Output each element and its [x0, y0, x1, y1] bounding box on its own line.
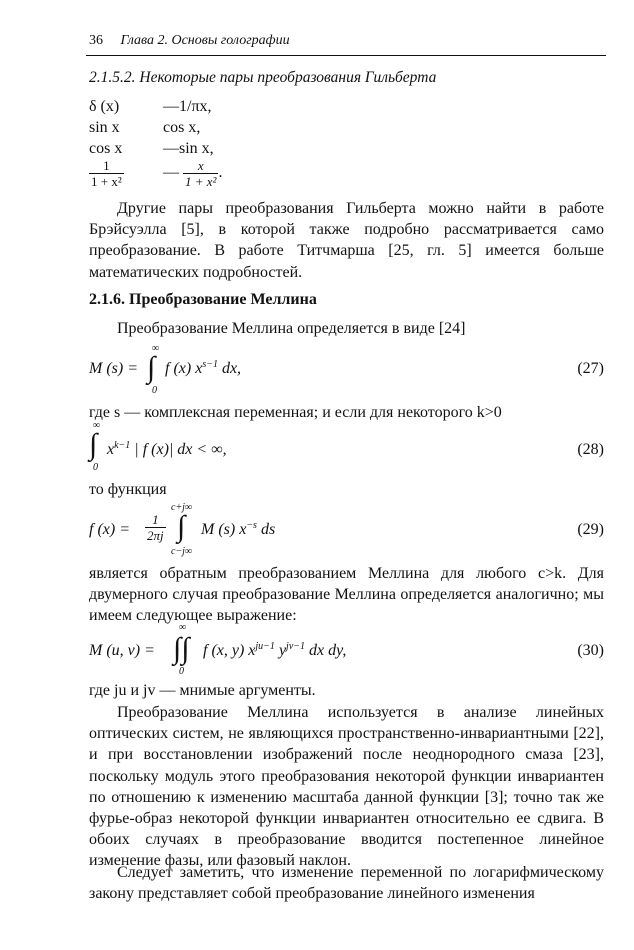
header-rule: [86, 55, 606, 56]
eq30-integral-sign: ∫∫: [173, 632, 190, 665]
equation-27: [89, 343, 604, 403]
pair-4-f: [89, 158, 124, 189]
equation-28: [89, 420, 604, 480]
eq29-integrand: M (s) x: [201, 521, 247, 538]
pair-2-g: cos x,: [163, 119, 201, 136]
eq27-upper: ∞: [152, 343, 160, 354]
paragraph-mellin-usage: Преобразование Меллина используется в анализе линейных оптических систем, не являющихся пространственно-инвариантными [22], и при восстановлении изображений после неоднородного смаза [23], поскольку модуль этого преобразования некоторой функции инвариантен по отношению к изменению масштаба данной функции [3]; точно так же фурье-образ некоторой функции инвариантен относительно ее сдвига. В обоих случаях в преобразование вводится постепенное линейное изменение фазы, или фазовый наклон.: [89, 704, 604, 870]
eq29-upper: c+j∞: [171, 502, 193, 513]
eq30-tail: dx dy,: [309, 642, 347, 659]
paragraph-inverse: является обратным преобразованием Меллина для любого c>k. Для двумерного случая преобразование Меллина определяется аналогично; мы имеем следующее выражение:: [89, 565, 604, 625]
eq29-number: (29): [577, 521, 604, 538]
eq27-number: (27): [577, 360, 604, 377]
paragraph-where-s: где s — комплексная переменная; и если для некоторого k>0: [89, 404, 502, 421]
eq27-exp: s−1: [202, 359, 218, 370]
eq27-integral-sign: ∫: [147, 351, 156, 384]
eq27-integrand: f (x) x: [165, 360, 203, 377]
eq29-frac-num: 1: [145, 512, 166, 528]
eq29-lower: c−j∞: [171, 546, 193, 557]
eq30-mid: y: [278, 642, 287, 659]
eq29-tail: ds: [260, 521, 276, 538]
eq30-exp2: jv−1: [286, 641, 306, 652]
eq30-lhs: M (u, v) =: [89, 642, 155, 659]
eq28-body: [107, 441, 227, 459]
pair-4-minus: —: [163, 164, 179, 182]
pair-4-g: [163, 158, 222, 189]
pair-1-f: δ (x): [89, 98, 120, 115]
eq28-integrand: x: [107, 441, 115, 458]
eq28-tail: | f (x)| dx < ∞,: [134, 441, 227, 458]
eq28-number: (28): [577, 441, 604, 458]
pair-4-end: .: [218, 164, 223, 182]
eq29-frac-den: 2πj: [147, 528, 164, 543]
pair-4-num: 1: [89, 158, 124, 174]
eq30-number: (30): [577, 642, 604, 659]
eq28-lower: 0: [93, 462, 98, 473]
pair-2-f: sin x: [89, 119, 120, 136]
pair-4-den2: 1 + x²: [185, 174, 217, 189]
eq27-body: [165, 360, 241, 378]
eq29-body: [201, 521, 275, 539]
paragraph-imaginary-args: где ju и jv — мнимые аргументы.: [89, 682, 316, 699]
page-number: 36: [89, 33, 103, 48]
eq28-upper: ∞: [93, 420, 101, 431]
eq30-upper: ∞: [179, 622, 187, 633]
paragraph-log-variable: Следует заметить, что изменение переменной по логарифмическому закону представляет собой преобразование линейного изменения: [89, 864, 604, 903]
eq29-exp: −s: [246, 520, 257, 531]
subsection-title: 2.1.5.2. Некоторые пары преобразования Гильберта: [89, 69, 437, 86]
running-header: [89, 33, 604, 53]
paragraph-then-function: то функция: [89, 481, 167, 498]
pair-3-g: —sin x,: [163, 140, 214, 157]
eq28-exp: k−1: [114, 440, 131, 451]
eq27-tail: dx,: [221, 360, 242, 377]
pair-4-num2: x: [183, 158, 218, 174]
pair-4-den: 1 + x²: [91, 174, 122, 189]
eq29-lhs: f (x) =: [89, 521, 130, 538]
paragraph-mellin-def: Преобразование Меллина определяется в виде [24]: [117, 320, 466, 337]
equation-30: [89, 622, 604, 682]
eq30-lower: 0: [179, 666, 184, 677]
pair-3-f: cos x: [89, 140, 123, 157]
equation-29: [89, 500, 604, 562]
chapter-title: Глава 2. Основы голографии: [120, 33, 290, 48]
eq27-lhs: M (s) =: [89, 360, 139, 377]
eq30-exp1: ju−1: [255, 641, 275, 652]
paragraph-hilbert-refs: Другие пары преобразования Гильберта можно найти в работе Брэйсуэлла [5], в которой также подробно рассматривается само преобразование. В работе Титчмарша [25, гл. 5] имеется больше математических подробностей.: [89, 200, 604, 281]
pair-1-g: —1/πx,: [163, 98, 212, 115]
eq27-lower: 0: [152, 385, 157, 396]
eq30-body: [203, 642, 346, 660]
eq30-integrand: f (x, y) x: [203, 642, 256, 659]
eq28-integral-sign: ∫: [89, 428, 98, 461]
eq29-integral-sign: ∫: [177, 510, 186, 543]
section-heading: 2.1.6. Преобразование Меллина: [89, 291, 317, 308]
